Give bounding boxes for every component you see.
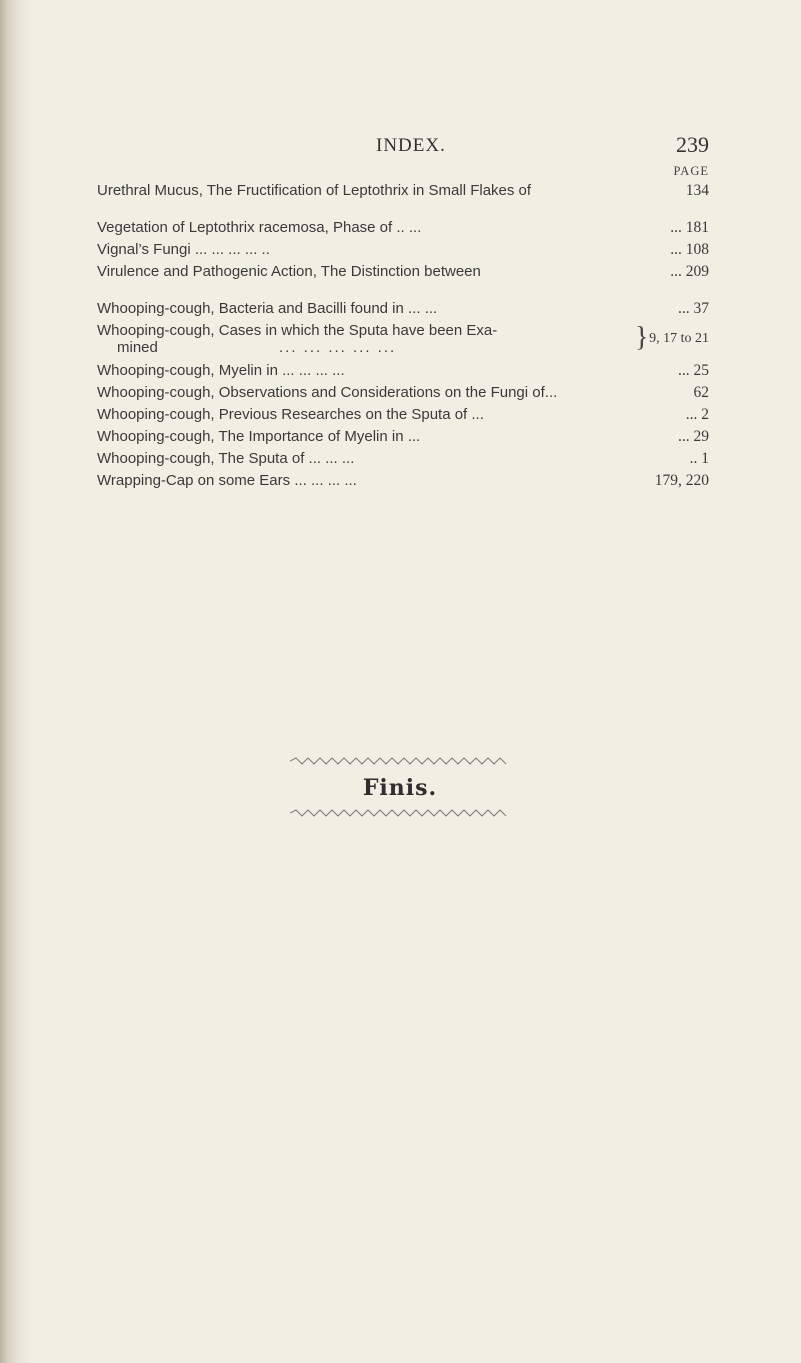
page-header xyxy=(0,132,801,162)
page-column-label: PAGE xyxy=(673,164,709,178)
entry-pages: 9, 17 to 21 xyxy=(649,331,709,346)
book-spine-shadow xyxy=(0,0,30,1363)
entry-pages: .. 1 xyxy=(689,450,709,467)
entry-text: Whooping-cough, Previous Researches on the Sputa of ... xyxy=(97,406,484,423)
index-entry xyxy=(97,217,709,239)
entry-pages: 134 xyxy=(685,182,709,199)
entry-pages: ... 25 xyxy=(678,362,709,379)
bottom-wave-ornament xyxy=(290,808,510,818)
index-entry xyxy=(97,298,709,320)
entry-text: Whooping-cough, The Sputa of ... ... ... xyxy=(97,450,355,467)
index-entries xyxy=(97,180,709,492)
entry-text: Urethral Mucus, The Fructification of Leptothrix in Small Flakes of xyxy=(97,182,532,199)
entry-pages: 62 xyxy=(693,384,709,401)
entry-text: Whooping-cough, The Importance of Myelin in ... xyxy=(97,428,421,445)
entry-pages: ... 29 xyxy=(678,428,709,445)
leader-dots: ... ... ... ... ... xyxy=(279,339,397,356)
brace-icon: } xyxy=(635,322,649,353)
entry-text: Whooping-cough, Cases in which the Sputa have been Exa- xyxy=(97,322,498,339)
index-entry xyxy=(97,360,709,382)
page-title: INDEX. xyxy=(376,135,446,156)
index-entry xyxy=(97,426,709,448)
index-entry xyxy=(97,261,709,283)
entry-text: Vegetation of Leptothrix racemosa, Phase of .. ... xyxy=(97,219,422,236)
entry-pages: ... 2 xyxy=(685,406,709,423)
index-entry xyxy=(97,404,709,426)
index-entry xyxy=(97,448,709,470)
finis-text: Finis. xyxy=(362,775,438,801)
top-wave-ornament xyxy=(290,756,510,766)
entry-pages: ... 209 xyxy=(670,263,709,280)
entry-pages: ... 37 xyxy=(678,300,709,317)
entry-text-continuation: mined xyxy=(117,339,158,356)
entry-pages: 179, 220 xyxy=(654,472,709,489)
page-number: 239 xyxy=(676,132,709,157)
index-entry-multiline xyxy=(97,320,709,360)
entry-text: Wrapping-Cap on some Ears ... ... ... ... xyxy=(97,472,357,489)
index-entry xyxy=(97,470,709,492)
entry-text: Vignal’s Fungi ... ... ... ... .. xyxy=(97,241,270,258)
entry-text: Whooping-cough, Observations and Considerations on the Fungi of... xyxy=(97,384,558,401)
finis-ornament xyxy=(280,753,520,823)
entry-pages: ... 181 xyxy=(670,219,709,236)
entry-text: Whooping-cough, Bacteria and Bacilli found in ... ... xyxy=(97,300,438,317)
index-entry xyxy=(97,180,709,202)
entry-pages: ... 108 xyxy=(670,241,709,258)
entry-text: Whooping-cough, Myelin in ... ... ... ... xyxy=(97,362,345,379)
index-entry xyxy=(97,239,709,261)
entry-text: Virulence and Pathogenic Action, The Distinction between xyxy=(97,263,481,280)
index-entry xyxy=(97,382,709,404)
